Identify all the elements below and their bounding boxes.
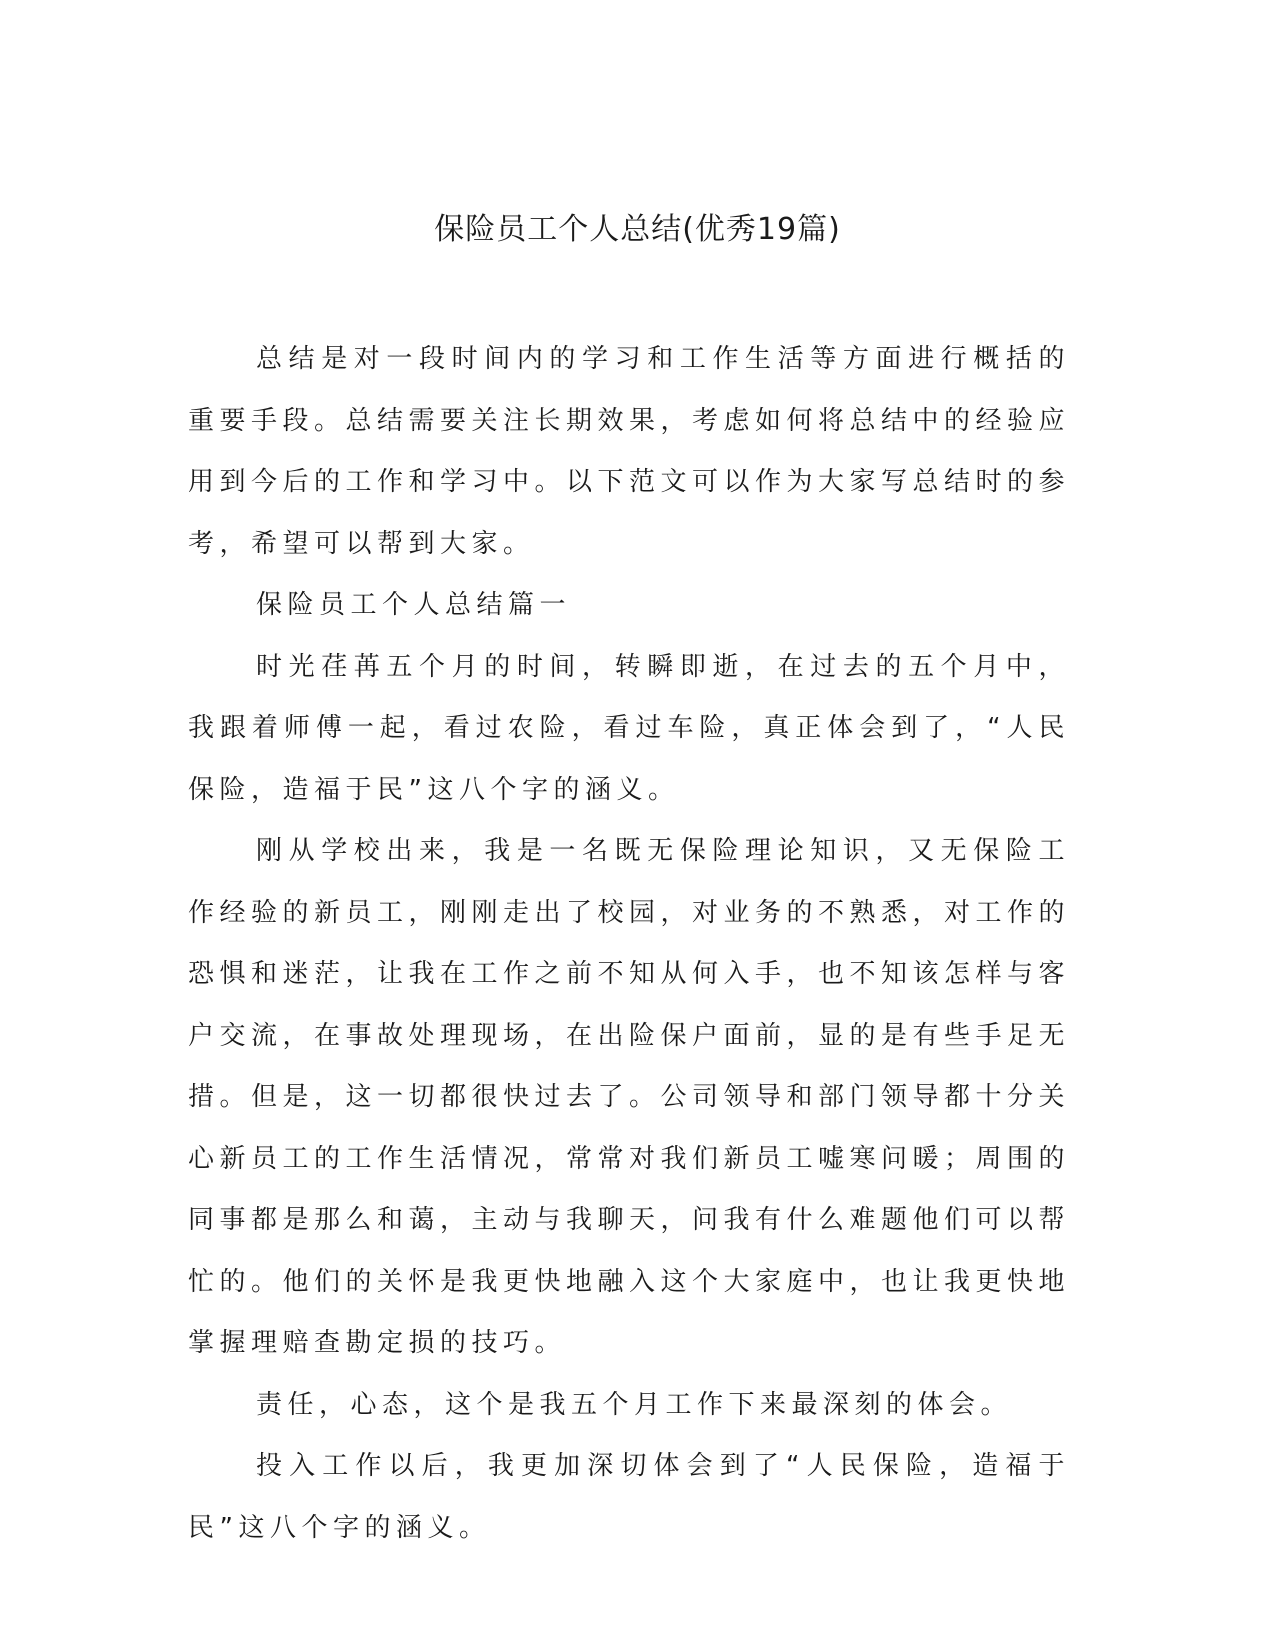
document-body	[188, 329, 1070, 1559]
section-heading: 保险员工个人总结篇一	[256, 590, 572, 620]
paragraph: 责任，心态，这个是我五个月工作下来最深刻的体会。	[256, 1389, 1013, 1420]
paragraph: 时光荏苒五个月的时间，转瞬即逝，在过去的五个月中，我跟着师傅一起，看过农险，看过车险，真正体会到了，“人民保险，造福于民”这八个字的涵义。	[188, 651, 1070, 805]
paragraph: 投入工作以后，我更加深切体会到了“人民保险，造福于民”这八个字的涵义。	[188, 1451, 1070, 1543]
document-title: 保险员工个人总结(优秀19篇)	[434, 212, 841, 247]
paragraph: 刚从学校出来，我是一名既无保险理论知识，又无保险工作经验的新员工，刚刚走出了校园，对业务的不熟悉，对工作的恐惧和迷茫，让我在工作之前不知从何入手，也不知该怎样与客户交流，在事故处理现场，在出险保户面前，显的是有些手足无措。但是，这一切都很快过去了。公司领导和部门领导都十分关心新员工的工作生活情况，常常对我们新员工嘘寒问暖；周围的同事都是那么和蔼，主动与我聊天，问我有什么难题他们可以帮忙的。他们的关怀是我更快地融入这个大家庭中，也让我更快地掌握理赔查勘定损的技巧。	[188, 836, 1071, 1358]
paragraph-intro: 总结是对一段时间内的学习和工作生活等方面进行概括的重要手段。总结需要关注长期效果，考虑如何将总结中的经验应用到今后的工作和学习中。以下范文可以作为大家写总结时的参考，希望可以帮到大家。	[188, 344, 1071, 559]
